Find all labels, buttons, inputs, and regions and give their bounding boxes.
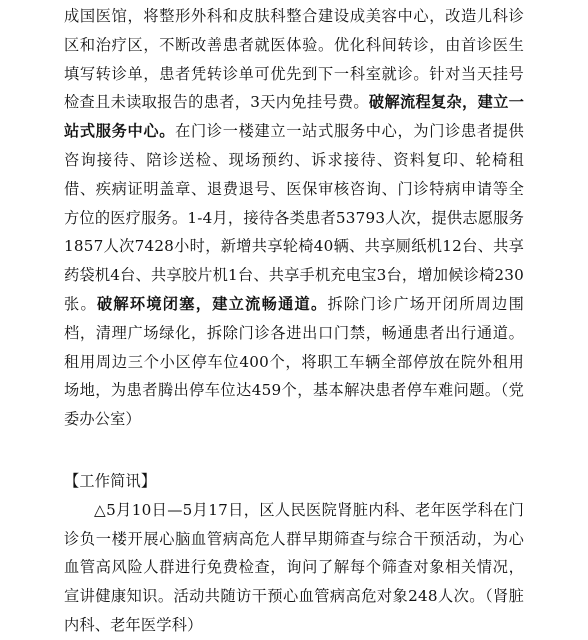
section-title-work-brief: 【工作简讯】 <box>64 471 157 490</box>
subheading-one-stop-service: 破解流程复杂，建立一站式服务中心。 <box>64 93 525 141</box>
document-page <box>64 2 524 640</box>
article-text-part3: 拆除门诊广场开闭所周边围档，清理广场绿化，拆除门诊各进出口门禁，畅通患者出行通道。租用周边三个小区停车位400个，将职工车辆全部停放在院外租用场地，为患者腾出停车位达459个，基本解决患者停车难问题。（党委办公室） <box>64 294 524 429</box>
brief-paragraph: △5月10日—5月17日，区人民医院肾脏内科、老年医学科在门诊负一楼开展心脑血管病高危人群早期筛查与综合干预活动，为心血管高风险人群进行免费检查，询问了解每个筛查对象相关情况，宣讲健康知识。活动共随访干预心血管病高危对象248人次。（肾脏内科、老年医学科） <box>64 500 524 634</box>
subheading-smooth-passage: 破解环境闭塞，建立流畅通道。 <box>96 294 328 313</box>
article-text-part1: 成国医馆，将整形外科和皮肤科整合建设成美容中心，改造儿科诊区和治疗区，不断改善患者就医体验。优化科间转诊，由首诊医生填写转诊单，患者凭转诊单可优先到下一科室就诊。针对当天挂号检查且未读取报告的患者，3天内免挂号费。 <box>64 7 524 112</box>
article-paragraph <box>64 2 524 434</box>
article-text-part2: 在门诊一楼建立一站式服务中心，为门诊患者提供咨询接待、陪诊送检、现场预约、诉求接待、资料复印、轮椅租借、疾病证明盖章、退费退号、医保审核咨询、门诊特病申请等全方位的医疗服务。1-4月，接待各类患者53793人次，提供志愿服务1857人次7428小时，新增共享轮椅40辆、共享厕纸机12台、共享药袋机4台、共享胶片机1台、共享手机充电宝3台，增加候诊椅230张。 <box>64 122 524 313</box>
